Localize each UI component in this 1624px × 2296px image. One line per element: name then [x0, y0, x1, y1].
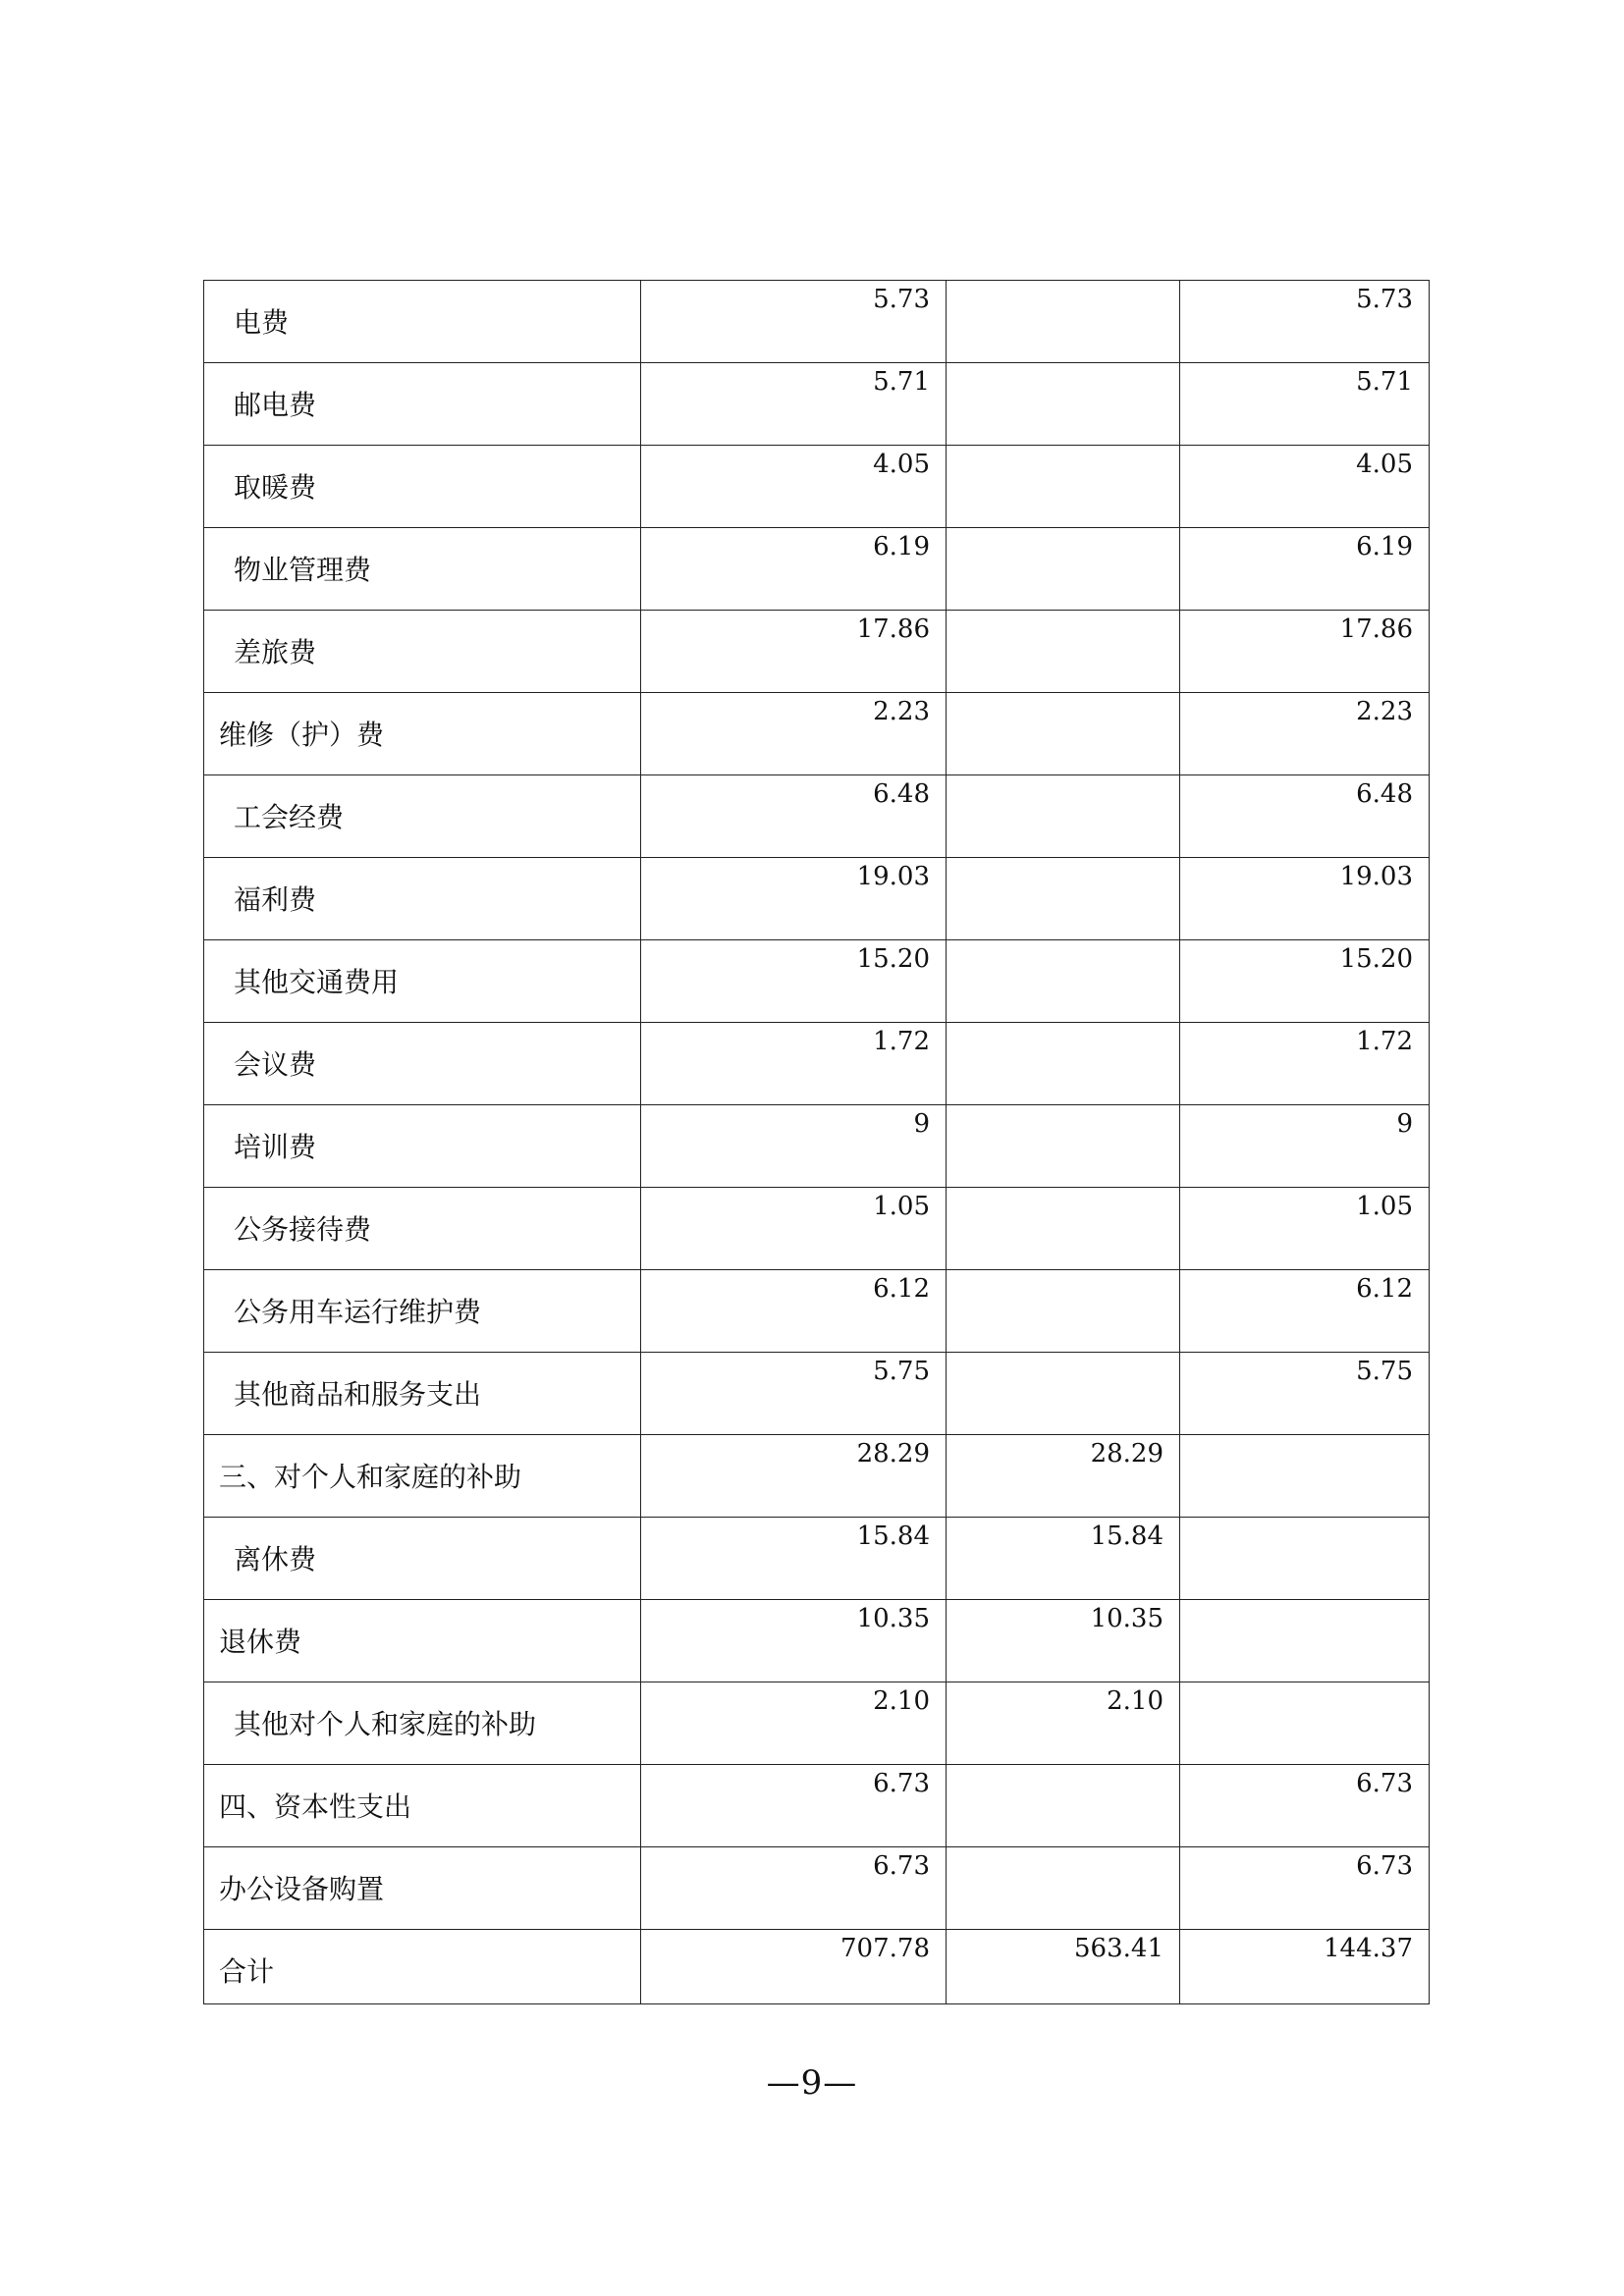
basic-value — [947, 363, 1180, 446]
total-value: 15.84 — [641, 1518, 947, 1600]
total-value: 6.73 — [641, 1847, 947, 1930]
total-value: 6.73 — [641, 1765, 947, 1847]
table-row — [204, 693, 1430, 775]
project-value: 5.71 — [1180, 363, 1430, 446]
item-label: 电费 — [204, 281, 641, 363]
total-value: 5.73 — [641, 281, 947, 363]
total-value: 1.05 — [641, 1188, 947, 1270]
basic-value — [947, 1270, 1180, 1353]
total-value: 2.10 — [641, 1682, 947, 1765]
project-value: 19.03 — [1180, 858, 1430, 940]
item-label: 差旅费 — [204, 611, 641, 693]
total-value: 9 — [641, 1105, 947, 1188]
basic-value: 563.41 — [947, 1930, 1180, 2004]
project-value: 6.73 — [1180, 1847, 1430, 1930]
item-label: 取暖费 — [204, 446, 641, 528]
project-value: 1.72 — [1180, 1023, 1430, 1105]
item-label: 其他商品和服务支出 — [204, 1353, 641, 1435]
table-row — [204, 1105, 1430, 1188]
item-label: 离休费 — [204, 1518, 641, 1600]
basic-value — [947, 1847, 1180, 1930]
project-value: 6.12 — [1180, 1270, 1430, 1353]
table-row — [204, 1765, 1430, 1847]
total-value: 15.20 — [641, 940, 947, 1023]
total-value: 28.29 — [641, 1435, 947, 1518]
table-row — [204, 528, 1430, 611]
basic-value: 15.84 — [947, 1518, 1180, 1600]
project-value: 2.23 — [1180, 693, 1430, 775]
basic-value — [947, 858, 1180, 940]
total-value: 19.03 — [641, 858, 947, 940]
project-value: 6.48 — [1180, 775, 1430, 858]
table-row — [204, 940, 1430, 1023]
item-label: 其他对个人和家庭的补助 — [204, 1682, 641, 1765]
table-row — [204, 1518, 1430, 1600]
table-row — [204, 1023, 1430, 1105]
table-row — [204, 1353, 1430, 1435]
table-row — [204, 1600, 1430, 1682]
item-label: 公务接待费 — [204, 1188, 641, 1270]
project-value: 5.73 — [1180, 281, 1430, 363]
table-row — [204, 446, 1430, 528]
project-value — [1180, 1518, 1430, 1600]
total-value: 4.05 — [641, 446, 947, 528]
table-row — [204, 281, 1430, 363]
table-row — [204, 775, 1430, 858]
table-row — [204, 1188, 1430, 1270]
item-label: 福利费 — [204, 858, 641, 940]
basic-value — [947, 611, 1180, 693]
project-value — [1180, 1435, 1430, 1518]
item-label: 物业管理费 — [204, 528, 641, 611]
total-value: 707.78 — [641, 1930, 947, 2004]
project-value: 144.37 — [1180, 1930, 1430, 2004]
table-row — [204, 1435, 1430, 1518]
basic-value — [947, 528, 1180, 611]
item-label: 其他交通费用 — [204, 940, 641, 1023]
total-value: 1.72 — [641, 1023, 947, 1105]
item-label: 办公设备购置 — [204, 1847, 641, 1930]
basic-value — [947, 1188, 1180, 1270]
table-row — [204, 611, 1430, 693]
item-label: 维修（护）费 — [204, 693, 641, 775]
expenditure-table — [203, 280, 1430, 2004]
project-value — [1180, 1600, 1430, 1682]
item-label: 三、对个人和家庭的补助 — [204, 1435, 641, 1518]
table-row — [204, 1682, 1430, 1765]
basic-value — [947, 940, 1180, 1023]
item-label: 公务用车运行维护费 — [204, 1270, 641, 1353]
total-value: 5.75 — [641, 1353, 947, 1435]
basic-value — [947, 281, 1180, 363]
total-value: 2.23 — [641, 693, 947, 775]
total-row — [204, 1930, 1430, 2004]
basic-value — [947, 775, 1180, 858]
project-value: 6.19 — [1180, 528, 1430, 611]
project-value — [1180, 1682, 1430, 1765]
item-label: 培训费 — [204, 1105, 641, 1188]
basic-value — [947, 1105, 1180, 1188]
page-number: —9— — [766, 2063, 858, 2103]
project-value: 15.20 — [1180, 940, 1430, 1023]
item-label: 工会经费 — [204, 775, 641, 858]
basic-value — [947, 1023, 1180, 1105]
basic-value: 28.29 — [947, 1435, 1180, 1518]
table-row — [204, 363, 1430, 446]
total-value: 10.35 — [641, 1600, 947, 1682]
total-value: 6.19 — [641, 528, 947, 611]
item-label: 会议费 — [204, 1023, 641, 1105]
table-row — [204, 1847, 1430, 1930]
project-value: 6.73 — [1180, 1765, 1430, 1847]
basic-value — [947, 693, 1180, 775]
project-value: 4.05 — [1180, 446, 1430, 528]
item-label: 退休费 — [204, 1600, 641, 1682]
project-value: 1.05 — [1180, 1188, 1430, 1270]
project-value: 5.75 — [1180, 1353, 1430, 1435]
item-label: 四、资本性支出 — [204, 1765, 641, 1847]
item-label: 邮电费 — [204, 363, 641, 446]
total-value: 17.86 — [641, 611, 947, 693]
total-value: 6.48 — [641, 775, 947, 858]
project-value: 9 — [1180, 1105, 1430, 1188]
basic-value: 2.10 — [947, 1682, 1180, 1765]
basic-value — [947, 446, 1180, 528]
total-value: 6.12 — [641, 1270, 947, 1353]
basic-value — [947, 1765, 1180, 1847]
basic-value: 10.35 — [947, 1600, 1180, 1682]
project-value: 17.86 — [1180, 611, 1430, 693]
basic-value — [947, 1353, 1180, 1435]
total-value: 5.71 — [641, 363, 947, 446]
item-label: 合计 — [204, 1930, 641, 2004]
table-row — [204, 858, 1430, 940]
table-row — [204, 1270, 1430, 1353]
